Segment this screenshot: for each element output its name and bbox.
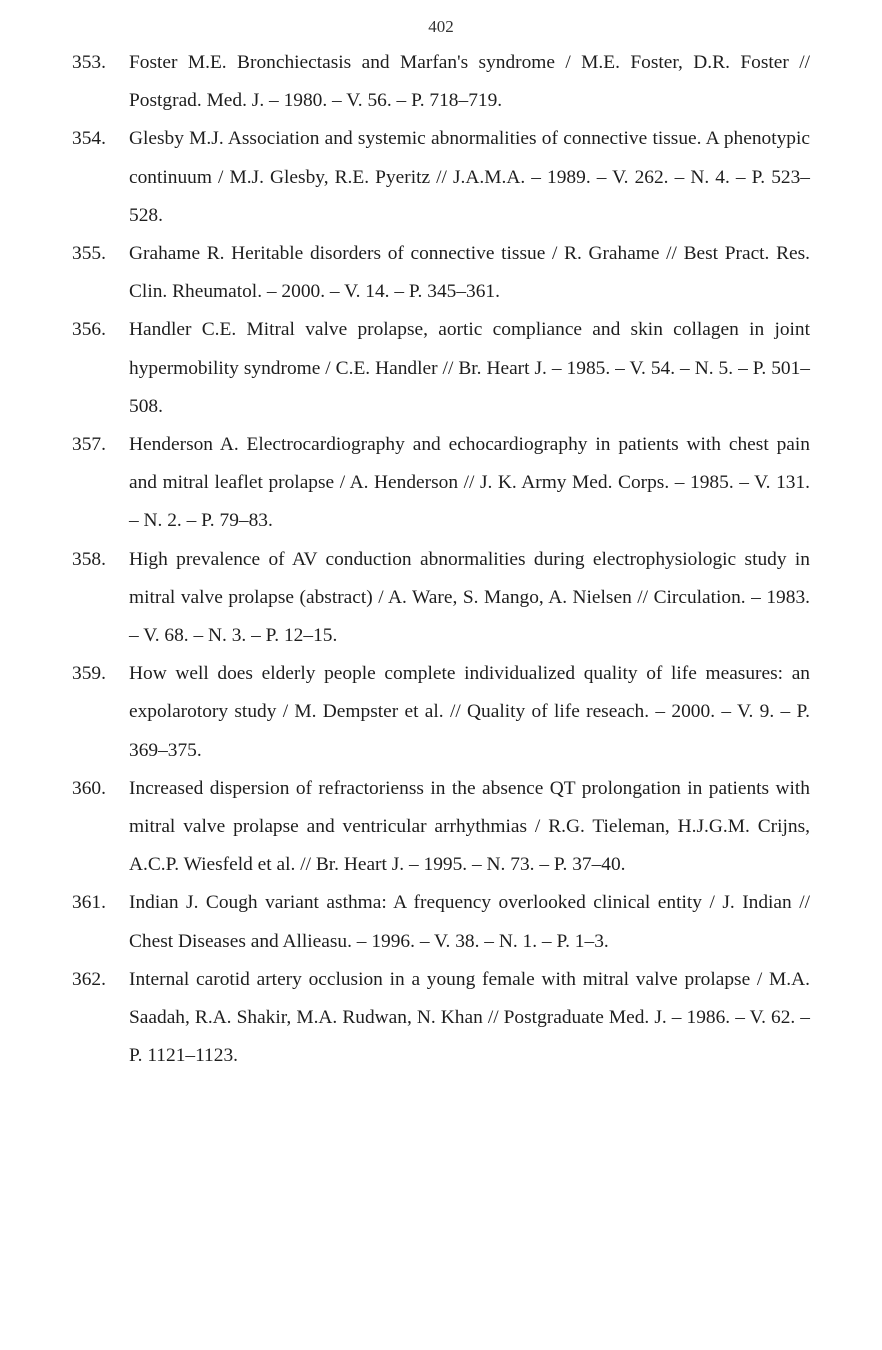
reference-item: [72, 541, 810, 656]
reference-number: 353.: [72, 52, 106, 73]
reference-text: Glesby M.J. Association and systemic abnormalities of connective tissue. A phenotypic continuum / M.J. Glesby, R.E. Pyeritz // J.A.M.A. – 1989. – V. 262. – N. 4. – P. 523–528.: [129, 128, 810, 226]
reference-number: 362.: [72, 968, 106, 990]
reference-item: [72, 426, 810, 541]
reference-item: [72, 235, 810, 311]
reference-item: [72, 655, 810, 770]
reference-text: Handler C.E. Mitral valve prolapse, aortic compliance and skin collagen in joint hypermobility syndrome / C.E. Handler // Br. Heart J. – 1985. – V. 54. – N. 5. – P. 501–508.: [129, 319, 810, 417]
reference-number: 356.: [72, 319, 106, 341]
reference-item: [72, 884, 810, 960]
reference-number: 360.: [72, 777, 106, 799]
reference-item: [72, 770, 810, 885]
reference-item: [72, 120, 810, 235]
reference-number: 355.: [72, 243, 106, 265]
reference-text: Foster M.E. Bronchiectasis and Marfan's syndrome / M.E. Foster, D.R. Foster // Postgrad. Med. J. – 1980. – V. 56. – P. 718–719.: [129, 52, 810, 112]
reference-number: 357.: [72, 434, 106, 456]
reference-text: Indian J. Cough variant asthma: A frequency overlooked clinical entity / J. Indian // Chest Diseases and Allieasu. – 1996. – V. 38. – N. 1. – P. 1–3.: [129, 892, 810, 952]
reference-text: Internal carotid artery occlusion in a young female with mitral valve prolapse / M.A. Saadah, R.A. Shakir, M.A. Rudwan, N. Khan // Postgraduate Med. J. – 1986. – V. 62. – P. 1121–1123.: [129, 968, 810, 1067]
reference-item: [72, 311, 810, 426]
reference-text: High prevalence of AV conduction abnormalities during electrophysiologic study in mitral valve prolapse (abstract) / A. Ware, S. Mango, A. Nielsen // Circulation. – 1983. – V. 68. – N. 3. – P. 12–15.: [129, 548, 810, 647]
reference-list: [72, 44, 810, 1075]
page-number: 402: [428, 17, 454, 36]
reference-text: Increased dispersion of refractorienss in the absence QT prolongation in patients with mitral valve prolapse and ventricular arrhythmias / R.G. Tieleman, H.J.G.M. Crijns, A.C.P. Wiesfeld et al. // Br. Heart J. – 1995. – N. 73. – P. 37–40.: [129, 777, 810, 876]
reference-item: [72, 961, 810, 1076]
reference-text: Grahame R. Heritable disorders of connective tissue / R. Grahame // Best Pract. Res. Clin. Rheumatol. – 2000. – V. 14. – P. 345–361.: [129, 243, 810, 303]
reference-text: Henderson A. Electrocardiography and echocardiography in patients with chest pain and mitral leaflet prolapse / A. Henderson // J. K. Army Med. Corps. – 1985. – V. 131. – N. 2. – P. 79–83.: [129, 434, 810, 532]
reference-number: 354.: [72, 128, 106, 150]
reference-text: How well does elderly people complete individualized quality of life measures: an expolarotory study / M. Dempster et al. // Quality of life reseach. – 2000. – V. 9. – P. 369–375.: [129, 663, 810, 761]
reference-number: 359.: [72, 663, 106, 685]
reference-number: 361.: [72, 892, 106, 914]
reference-item: [72, 44, 810, 120]
reference-number: 358.: [72, 548, 106, 570]
